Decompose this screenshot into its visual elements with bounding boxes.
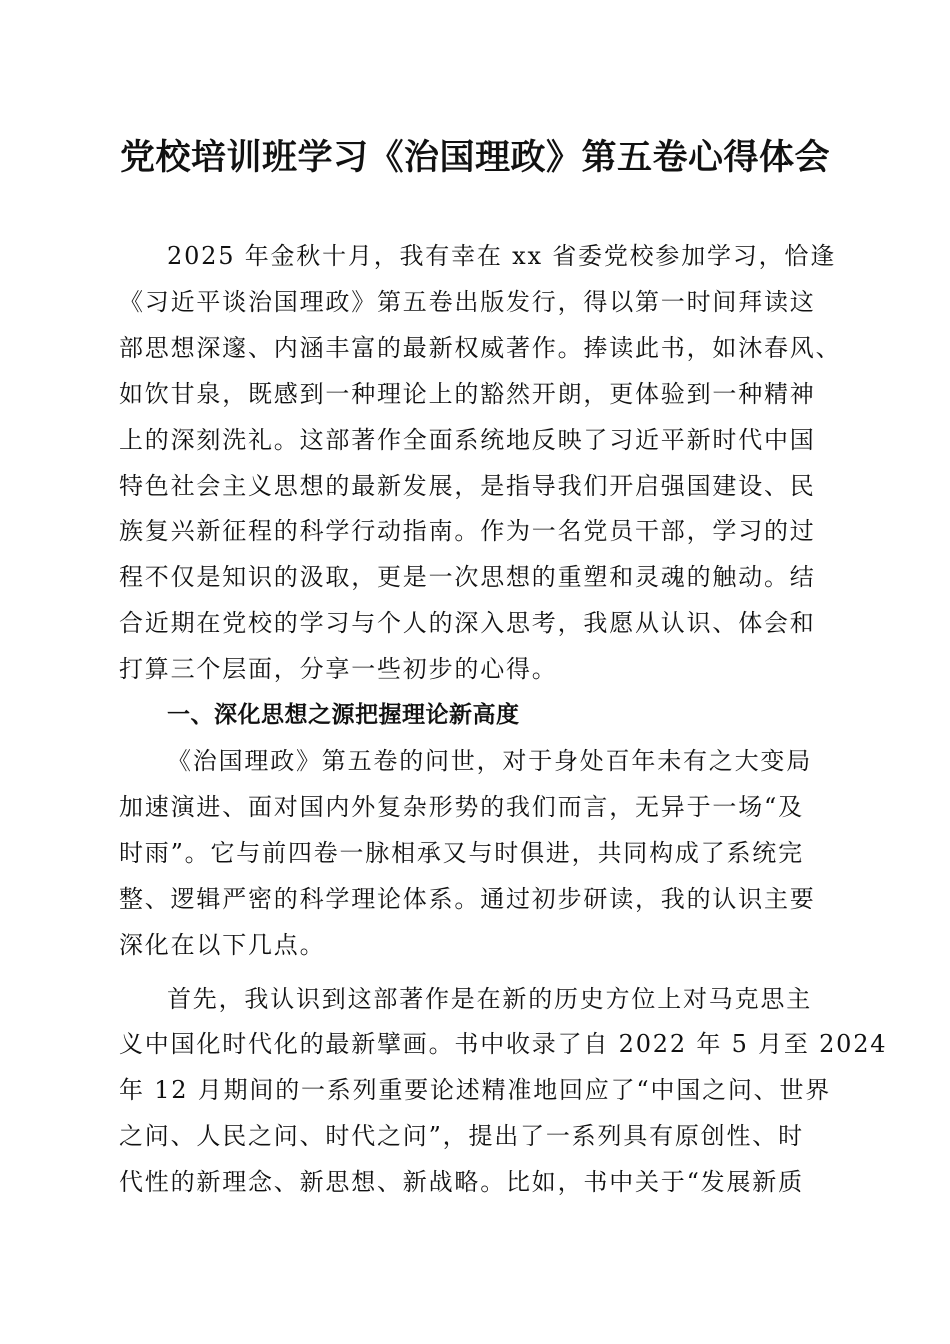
text-line: 之问、人民之问、时代之问”，提出了一系列具有原创性、时 (119, 1122, 804, 1151)
text-line: 年 12 月期间的一系列重要论述精准地回应了“中国之问、世界 (119, 1076, 832, 1105)
section-heading: 一、深化思想之源把握理论新高度 (167, 702, 520, 729)
document-body (119, 234, 888, 1206)
text-line: 程不仅是知识的汲取，更是一次思想的重塑和灵魂的触动。结 (119, 563, 816, 592)
text-line: 《治国理政》第五卷的问世，对于身处百年未有之大变局 (167, 746, 812, 775)
intro-paragraph (119, 234, 842, 693)
text-line: 首先，我认识到这部著作是在新的历史方位上对马克思主 (167, 984, 812, 1013)
text-line: 特色社会主义思想的最新发展，是指导我们开启强国建设、民 (119, 471, 816, 500)
text-line: 打算三个层面，分享一些初步的心得。 (119, 655, 558, 684)
text-line: 部思想深邃、内涵丰富的最新权威著作。捧读此书，如沐春风、 (119, 333, 842, 362)
text-line: 义中国化时代化的最新擘画。书中收录了自 2022 年 5 月至 2024 (119, 1030, 888, 1059)
text-line: 深化在以下几点。 (119, 930, 326, 959)
document-title: 党校培训班学习《治国理政》第五卷心得体会 (119, 137, 830, 178)
text-line: 如饮甘泉，既感到一种理论上的豁然开朗，更体验到一种精神 (119, 379, 816, 408)
text-line: 2025 年金秋十月，我有幸在 xx 省委党校参加学习，恰逢 (167, 242, 837, 270)
text-line: 时雨”。它与前四卷一脉相承又与时俱进，共同构成了系统完 (119, 838, 804, 867)
text-line: 族复兴新征程的科学行动指南。作为一名党员干部，学习的过 (119, 517, 816, 546)
paragraph-gap (119, 969, 835, 977)
text-line: 上的深刻洗礼。这部著作全面系统地反映了习近平新时代中国 (119, 425, 816, 454)
text-line: 整、逻辑严密的科学理论体系。通过初步研读，我的认识主要 (119, 884, 816, 913)
text-line: 《习近平谈治国理政》第五卷出版发行，得以第一时间拜读这 (119, 287, 816, 316)
section-paragraph-1 (119, 739, 835, 969)
text-line: 加速演进、面对国内外复杂形势的我们而言，无异于一场“及 (119, 792, 804, 821)
text-line: 合近期在党校的学习与个人的深入思考，我愿从认识、体会和 (119, 609, 816, 638)
text-line: 代性的新理念、新思想、新战略。比如，书中关于“发展新质 (119, 1168, 804, 1197)
section-paragraph-2 (119, 977, 888, 1207)
